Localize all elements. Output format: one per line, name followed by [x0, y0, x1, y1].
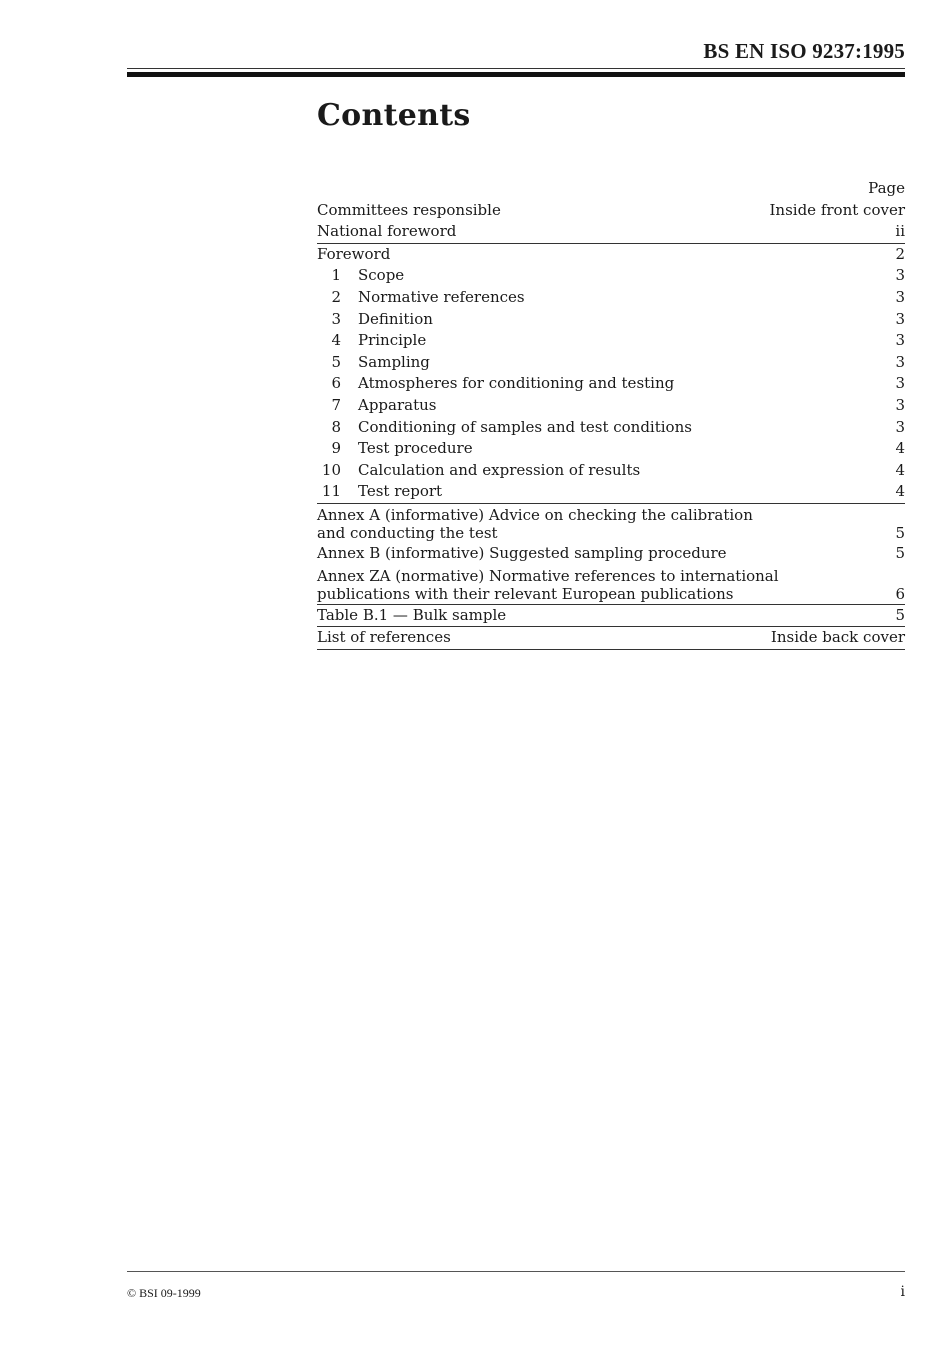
clause-number: 9: [331, 439, 341, 458]
toc-entry-page: 4: [895, 482, 905, 501]
clause-number: 3: [331, 309, 341, 328]
toc-clause-10[interactable]: [317, 460, 905, 482]
clause-number: 8: [331, 417, 341, 436]
clause-number: 5: [331, 352, 341, 371]
standard-id: BS EN ISO 9237:1995: [703, 39, 905, 63]
page-column-label: Page: [868, 179, 905, 197]
toc-entry-page: ii: [895, 222, 905, 241]
toc-clause-2[interactable]: [317, 287, 905, 309]
toc-entry-page: 5: [895, 605, 905, 624]
toc-clause-3[interactable]: [317, 309, 905, 331]
clause-number: 1: [331, 266, 341, 285]
clause-number: 6: [331, 374, 341, 393]
toc-entry-page: 4: [895, 439, 905, 458]
clause-number: 11: [321, 482, 341, 501]
toc-entry-page: 3: [895, 331, 905, 350]
toc-entry-page: 3: [895, 374, 905, 393]
toc-entry-page: Inside back cover: [770, 628, 905, 647]
toc-entry-list-of-references[interactable]: [317, 626, 905, 650]
clause-title: Principle: [358, 331, 427, 350]
page-title: Contents: [317, 98, 471, 133]
toc-entry-page: 3: [895, 266, 905, 285]
toc-entry-page: 2: [895, 244, 905, 263]
annex-title-line-1: Annex B (informative) Suggested sampling procedure: [317, 543, 727, 562]
toc-clause-7[interactable]: [317, 395, 905, 417]
toc-entry-page: 3: [895, 309, 905, 328]
toc-annex-a[interactable]: [317, 503, 905, 543]
annex-title-line-2: publications with their relevant European publications: [317, 584, 734, 603]
toc-entry-page: 3: [895, 287, 905, 306]
clause-title: Test procedure: [358, 439, 473, 458]
clause-number: 4: [331, 331, 341, 350]
clause-title: Atmospheres for conditioning and testing: [358, 374, 675, 393]
toc-entry-title: National foreword: [317, 222, 457, 241]
clause-title: Scope: [358, 266, 405, 285]
clause-number: 7: [331, 395, 341, 414]
clause-title: Normative references: [358, 287, 525, 306]
table-of-contents: [317, 178, 905, 650]
toc-clause-9[interactable]: [317, 438, 905, 460]
page-column-label-row: [317, 178, 905, 200]
toc-clause-8[interactable]: [317, 417, 905, 439]
toc-entry-title: Foreword: [317, 244, 391, 263]
clause-title: Sampling: [358, 352, 430, 371]
toc-entry-page: 4: [895, 460, 905, 479]
toc-clause-1[interactable]: [317, 265, 905, 287]
toc-entry-page: 3: [895, 395, 905, 414]
toc-entry-page: 5: [895, 523, 905, 542]
clause-title: Test report: [358, 482, 443, 501]
clause-title: Apparatus: [358, 395, 437, 414]
annex-title-line-2: and conducting the test: [317, 523, 498, 542]
header-rule-thin: [127, 68, 905, 69]
toc-entry-page: 3: [895, 352, 905, 371]
clause-number: 2: [331, 287, 341, 306]
header-rule-thick: [127, 72, 905, 77]
clause-title: Definition: [358, 309, 433, 328]
clause-title: Conditioning of samples and test conditions: [358, 417, 692, 436]
toc-clause-6[interactable]: [317, 373, 905, 395]
toc-entry-national-foreword[interactable]: [317, 221, 905, 243]
clause-number: 10: [321, 460, 341, 479]
toc-entry-page: Inside front cover: [769, 200, 905, 219]
footer-page-number: i: [900, 1284, 905, 1300]
toc-entry-title: List of references: [317, 628, 451, 647]
toc-entry-title: Table B.1 — Bulk sample: [317, 605, 507, 624]
toc-clause-5[interactable]: [317, 352, 905, 374]
footer-copyright: © BSI 09-1999: [127, 1286, 201, 1300]
toc-annex-b[interactable]: [317, 543, 905, 565]
toc-annex-za[interactable]: [317, 565, 905, 604]
toc-table-b1[interactable]: [317, 604, 905, 627]
toc-entry-page: 6: [895, 584, 905, 603]
footer-rule: [127, 1271, 905, 1272]
toc-entry-page: 5: [895, 543, 905, 562]
clause-title: Calculation and expression of results: [358, 460, 641, 479]
annex-title-line-1: Annex A (informative) Advice on checking the calibration: [317, 505, 753, 524]
annex-title-line-1: Annex ZA (normative) Normative references to international: [317, 566, 779, 585]
toc-clause-11[interactable]: [317, 481, 905, 503]
toc-entry-title: Committees responsible: [317, 200, 501, 219]
toc-clause-4[interactable]: [317, 330, 905, 352]
toc-entry-committees[interactable]: [317, 200, 905, 222]
toc-entry-foreword[interactable]: [317, 243, 905, 266]
toc-entry-page: 3: [895, 417, 905, 436]
